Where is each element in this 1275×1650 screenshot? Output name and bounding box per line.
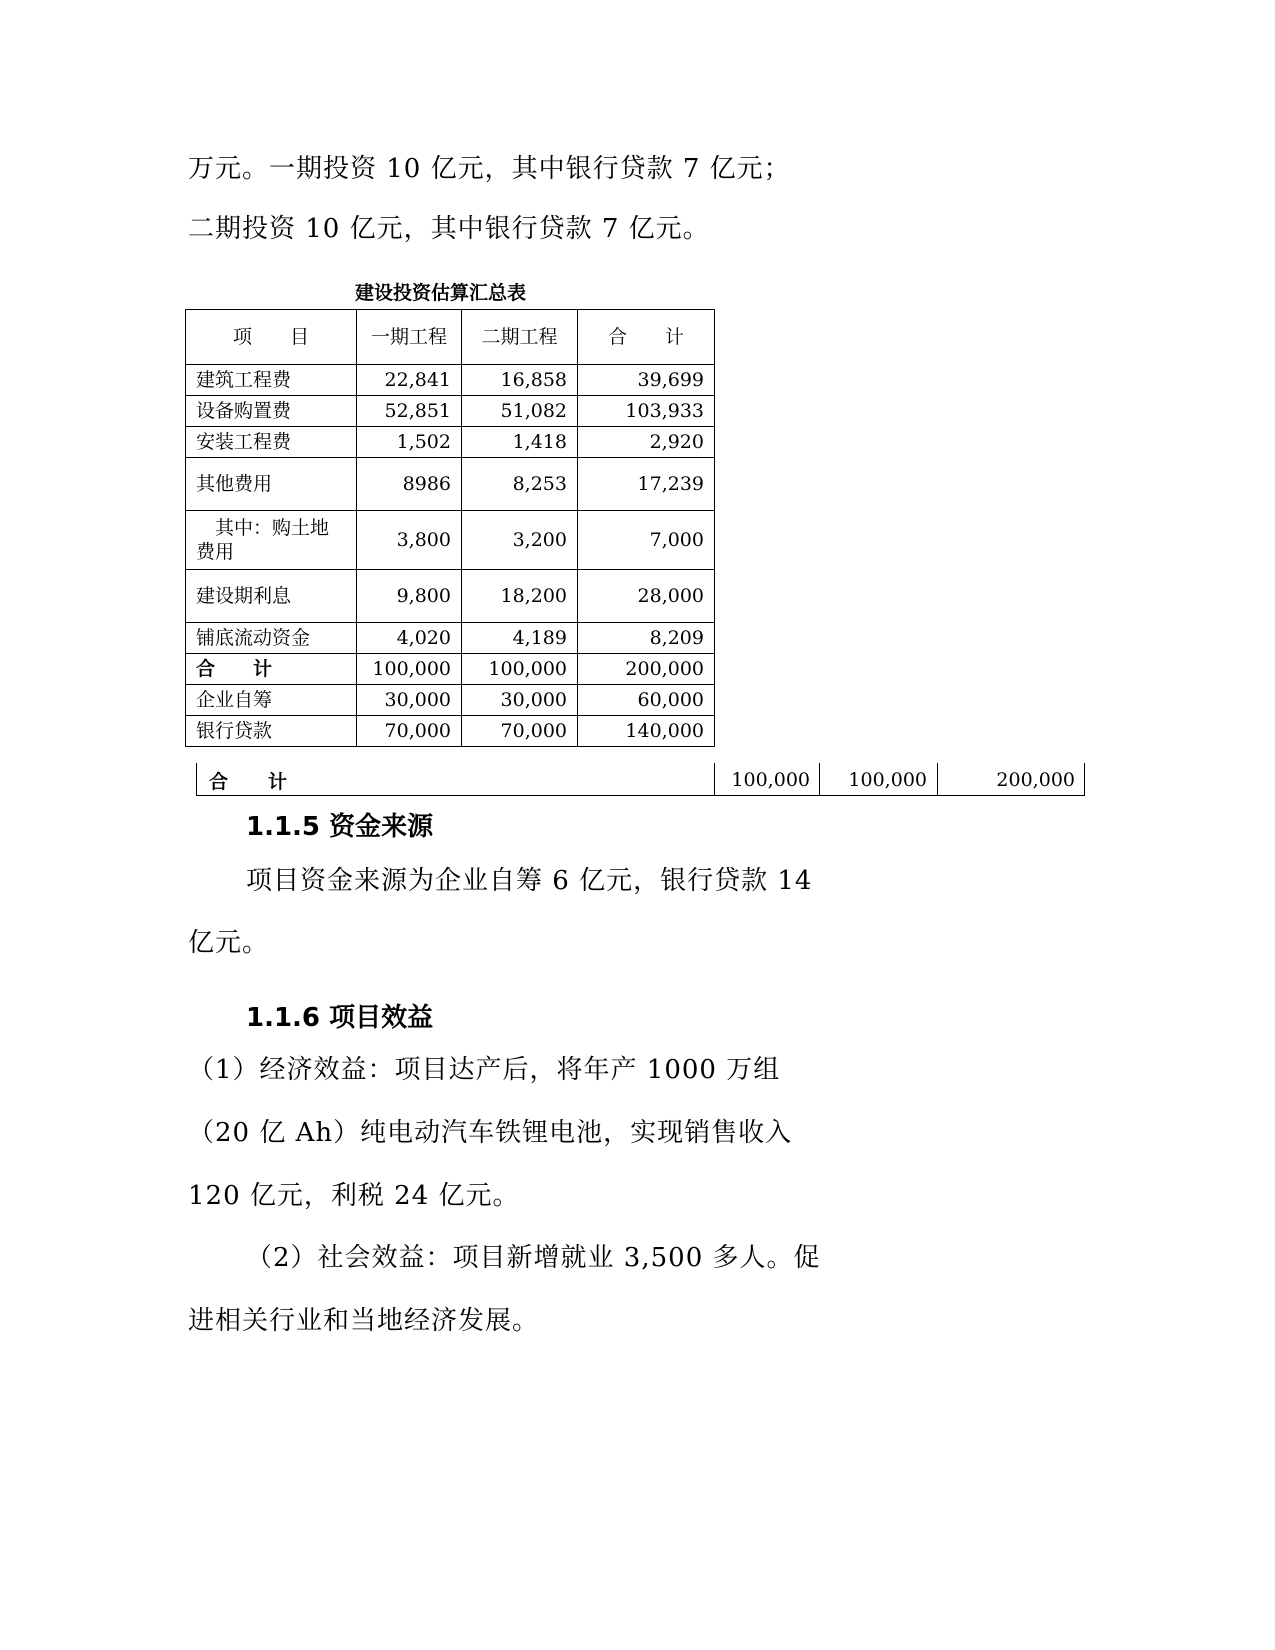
table-row [186, 458, 715, 511]
paragraph-line: 进相关行业和当地经济发展。 [188, 1306, 540, 1336]
table-row [186, 427, 715, 458]
row-name: 铺底流动资金 [186, 623, 357, 654]
row-phase2: 100,000 [462, 654, 578, 685]
row-total: 39,699 [578, 365, 715, 396]
row-total: 7,000 [578, 511, 715, 570]
row-total: 103,933 [578, 396, 715, 427]
table-row [186, 623, 715, 654]
row-phase2: 70,000 [462, 716, 578, 747]
row-name: 企业自筹 [186, 685, 357, 716]
row-phase1: 22,841 [357, 365, 462, 396]
header-phase1: 一期工程 [357, 310, 462, 365]
paragraph-line: （20 亿 Ah）纯电动汽车铁锂电池，实现销售收入 [188, 1118, 793, 1148]
row-phase1: 1,502 [357, 427, 462, 458]
header-item: 项 目 [186, 310, 357, 365]
overflow-total-phase1: 100,000 [731, 769, 810, 791]
header-total: 合 计 [578, 310, 715, 365]
row-phase1: 70,000 [357, 716, 462, 747]
table-row [186, 570, 715, 623]
row-phase2: 30,000 [462, 685, 578, 716]
row-total: 140,000 [578, 716, 715, 747]
row-phase2: 51,082 [462, 396, 578, 427]
paragraph-line: （1）经济效益：项目达产后，将年产 1000 万组 [188, 1055, 781, 1085]
row-total: 2,920 [578, 427, 715, 458]
row-phase2: 4,189 [462, 623, 578, 654]
table-row [186, 511, 715, 570]
row-phase1: 100,000 [357, 654, 462, 685]
row-phase1: 52,851 [357, 396, 462, 427]
paragraph-line: 万元。一期投资 10 亿元，其中银行贷款 7 亿元； [188, 154, 791, 184]
table-row [186, 654, 715, 685]
row-phase1: 3,800 [357, 511, 462, 570]
table-row [186, 685, 715, 716]
table-row [186, 396, 715, 427]
header-phase2: 二期工程 [462, 310, 578, 365]
row-name: 其他费用 [186, 458, 357, 511]
paragraph-line: 120 亿元，利税 24 亿元。 [188, 1181, 520, 1211]
table-row [186, 716, 715, 747]
row-total: 60,000 [578, 685, 715, 716]
row-name: 银行贷款 [186, 716, 357, 747]
paragraph-line: （2）社会效益：项目新增就业 3,500 多人。促 [246, 1243, 821, 1273]
paragraph-line: 项目资金来源为企业自筹 6 亿元，银行贷款 14 [246, 866, 813, 896]
row-phase1: 9,800 [357, 570, 462, 623]
paragraph-line: 亿元。 [188, 928, 270, 958]
row-name: 建筑工程费 [186, 365, 357, 396]
row-total: 28,000 [578, 570, 715, 623]
row-name: 合 计 [186, 654, 357, 685]
row-phase1: 30,000 [357, 685, 462, 716]
table-title: 建设投资估算汇总表 [355, 282, 527, 304]
overflow-total-total: 200,000 [996, 769, 1075, 791]
row-name: 设备购置费 [186, 396, 357, 427]
row-name: 其中：购土地费用 [186, 511, 357, 570]
overflow-total-row [196, 763, 1085, 796]
row-phase1: 8986 [357, 458, 462, 511]
row-phase2: 1,418 [462, 427, 578, 458]
row-phase2: 8,253 [462, 458, 578, 511]
row-total: 17,239 [578, 458, 715, 511]
overflow-total-label: 合计 [209, 771, 328, 793]
paragraph-line: 二期投资 10 亿元，其中银行贷款 7 亿元。 [188, 214, 710, 244]
row-phase1: 4,020 [357, 623, 462, 654]
cell-divider [1084, 763, 1085, 795]
section-heading: 1.1.5 资金来源 [246, 812, 434, 842]
row-total: 200,000 [578, 654, 715, 685]
table-row [186, 365, 715, 396]
row-phase2: 16,858 [462, 365, 578, 396]
row-name: 安装工程费 [186, 427, 357, 458]
row-total: 8,209 [578, 623, 715, 654]
section-heading: 1.1.6 项目效益 [246, 1003, 434, 1033]
table-header-row [186, 310, 715, 365]
row-phase2: 3,200 [462, 511, 578, 570]
row-name: 建设期利息 [186, 570, 357, 623]
overflow-total-phase2: 100,000 [848, 769, 927, 791]
row-phase2: 18,200 [462, 570, 578, 623]
investment-summary-table [185, 309, 715, 747]
